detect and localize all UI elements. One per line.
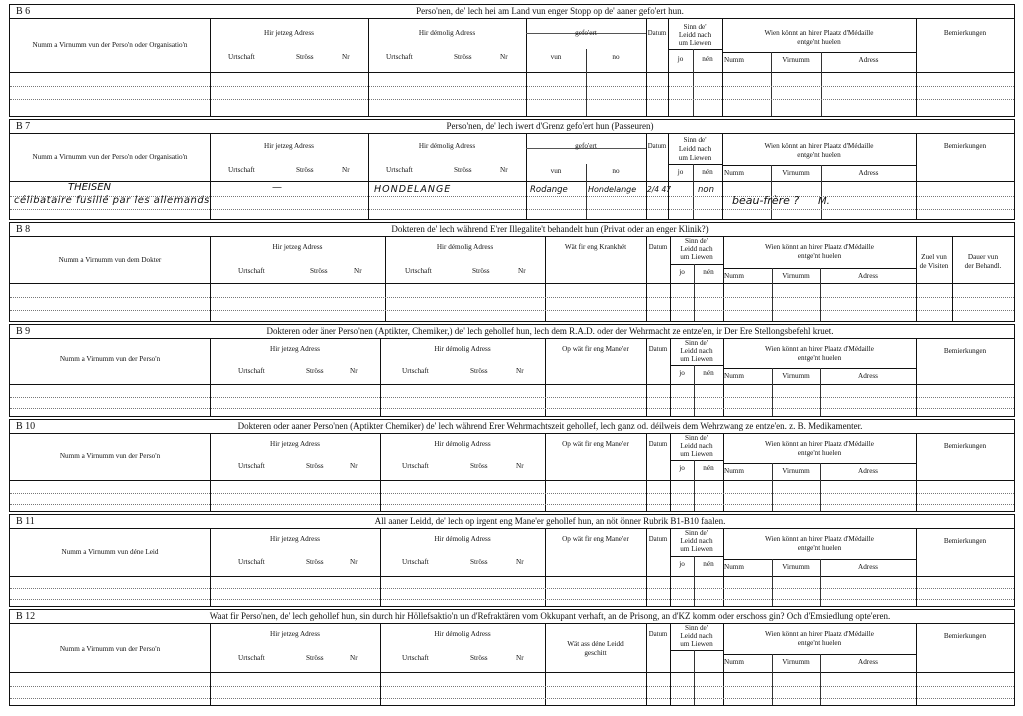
- current-address-label: Hir jetzeg Adress: [270, 345, 320, 353]
- address-label: Adress: [858, 372, 878, 380]
- yes-label: jo: [677, 168, 684, 176]
- alive-label: um Liewen: [678, 39, 712, 47]
- section-header: [10, 325, 1014, 339]
- led-label: gefo'ert: [575, 142, 597, 150]
- number-label: Nr: [350, 462, 358, 470]
- alive-label: Sinn de': [683, 136, 707, 144]
- number-label: Nr: [518, 267, 526, 275]
- section-code: B 11: [16, 516, 35, 527]
- number-label: Nr: [354, 267, 362, 275]
- handwritten-no-answer: non: [698, 185, 714, 195]
- medal-label: entge'nt huelen: [797, 639, 842, 647]
- section-b9: [9, 324, 1015, 417]
- remarks-label: Bemierkungen: [943, 537, 987, 545]
- alive-label: Sinn de': [684, 339, 709, 347]
- remarks-label: Bemierkungen: [943, 29, 987, 37]
- medal-label: entge'nt huelen: [797, 354, 842, 362]
- section-b6: [9, 4, 1015, 117]
- street-label: Ströss: [470, 558, 488, 566]
- locality-label: Urtschaft: [238, 558, 265, 566]
- date-label: Datum: [647, 143, 667, 150]
- street-label: Ströss: [472, 267, 490, 275]
- medal-label: Wien könnt an hirer Plaatz d'Médaille: [765, 535, 874, 543]
- alive-label: Sinn de': [684, 624, 709, 632]
- manner-label: Op wät fir eng Mane'er: [562, 440, 629, 448]
- name-label: Numm a Virnumm vun der Perso'n: [59, 452, 161, 460]
- manner-label: Op wät fir eng Mane'er: [562, 345, 629, 353]
- visits-label: Zuel vun: [921, 253, 947, 261]
- remarks-label: Bemierkungen: [943, 442, 987, 450]
- number-label: Nr: [516, 558, 524, 566]
- alive-label: Sinn de': [684, 529, 709, 537]
- locality-label: Urtschaft: [386, 53, 413, 61]
- last-name-label: Numm: [724, 467, 744, 475]
- address-label: Adress: [858, 169, 879, 177]
- handwritten-remark: M.: [818, 196, 830, 207]
- street-label: Ströss: [306, 654, 324, 662]
- locality-label: Urtschaft: [402, 462, 429, 470]
- alive-label: Sinn de': [684, 434, 709, 442]
- section-title: Dokteren oder äner Perso'nen (Aptikter, Chemiker,) de' lech gehollef hun, lech dem R.A.D. oder der Wehrmacht ze entze'en, ir Der Ere Stellongsbefehl kruet.: [266, 326, 834, 336]
- to-label: no: [612, 53, 620, 61]
- handwritten-note: célibataire fusillé par les allemands: [14, 195, 210, 206]
- current-address-label: Hir jetzeg Adress: [264, 142, 314, 150]
- treatment-duration-label: Dauer vun: [967, 253, 999, 261]
- street-label: Ströss: [470, 462, 488, 470]
- section-header: [10, 610, 1014, 624]
- handwritten-dash: —: [272, 182, 282, 193]
- name-label: Numm a Virnumm vun der Perso'n: [59, 645, 161, 653]
- current-address-label: Hir jetzeg Adress: [272, 243, 323, 251]
- last-name-label: Numm: [724, 169, 744, 177]
- former-address-label: Hir démolig Adress: [434, 345, 491, 353]
- section-b8: [9, 222, 1015, 322]
- medal-label: Wien könnt an hirer Plaatz d'Médaille: [764, 29, 874, 37]
- fate-label: geschitt: [584, 649, 607, 657]
- former-address-label: Hir démolig Adress: [434, 440, 491, 448]
- current-address-label: Hir jetzeg Adress: [270, 440, 320, 448]
- name-label: Numm a Virnumm vun dem Dokter: [58, 256, 162, 264]
- last-name-label: Numm: [724, 563, 744, 571]
- led-label: gefo'ert: [575, 29, 597, 37]
- handwritten-to: Hondelange: [588, 185, 637, 194]
- street-label: Ströss: [454, 166, 472, 174]
- section-b11: [9, 514, 1015, 607]
- street-label: Ströss: [306, 462, 324, 470]
- medal-label: Wien könnt an hirer Plaatz d'Médaille: [764, 142, 874, 150]
- address-label: Adress: [858, 467, 878, 475]
- locality-label: Urtschaft: [405, 267, 432, 275]
- from-label: vun: [550, 167, 562, 175]
- alive-label: um Liewen: [680, 545, 713, 553]
- section-code: B 7: [16, 121, 31, 132]
- handwritten-former-locality: HONDELANGE: [374, 184, 452, 195]
- locality-label: Urtschaft: [386, 166, 413, 174]
- number-label: Nr: [516, 654, 524, 662]
- section-title: Dokteren de' lech während E'rer Illegalite't behandelt hun (Privat oder an enger Klinik?): [391, 224, 709, 234]
- alive-label: Leidd nach: [680, 245, 713, 253]
- medal-label: Wien könnt an hirer Plaatz d'Médaille: [765, 630, 874, 638]
- section-code: B 12: [16, 611, 36, 622]
- medal-label: entge'nt huelen: [797, 449, 842, 457]
- last-name-label: Numm: [724, 56, 744, 64]
- number-label: Nr: [516, 367, 524, 375]
- last-name-label: Numm: [724, 658, 744, 666]
- alive-label: Leidd nach: [678, 31, 712, 39]
- number-label: Nr: [350, 654, 358, 662]
- section-title: Perso'nen, de' lech iwert d'Grenz gefo'ert hun (Passeuren): [446, 121, 654, 131]
- locality-label: Urtschaft: [402, 654, 429, 662]
- yes-label: jo: [679, 268, 685, 276]
- current-address-label: Hir jetzeg Adress: [270, 535, 320, 543]
- street-label: Ströss: [306, 367, 324, 375]
- date-label: Datum: [648, 441, 668, 448]
- locality-label: Urtschaft: [402, 367, 429, 375]
- section-title: Dokteren oder aaner Perso'nen (Aptikter Chemiker) de' lech während Erer Wehrmachtszeit gehollef, lech ganz od. déilweis dem Wehrzwang ze entze'en. z. B. Medikamenter.: [237, 421, 863, 431]
- last-name-label: Numm: [724, 372, 744, 380]
- medal-label: entge'nt huelen: [797, 38, 841, 46]
- address-label: Adress: [858, 272, 878, 280]
- yes-label: jo: [677, 55, 684, 63]
- locality-label: Urtschaft: [238, 462, 265, 470]
- first-name-label: Virnumm: [782, 658, 810, 666]
- first-name-label: Virnumm: [782, 563, 810, 571]
- section-header: [10, 120, 1014, 134]
- section-header: [10, 420, 1014, 434]
- section-code: B 8: [16, 224, 31, 235]
- former-address-label: Hir démolig Adress: [418, 29, 476, 37]
- remarks-label: Bemierkungen: [943, 347, 987, 355]
- current-address-label: Hir jetzeg Adress: [270, 630, 320, 638]
- street-label: Ströss: [470, 367, 488, 375]
- address-label: Adress: [858, 56, 879, 64]
- number-label: Nr: [350, 558, 358, 566]
- number-label: Nr: [516, 462, 524, 470]
- former-address-label: Hir démolig Adress: [418, 142, 476, 150]
- section-b12: [9, 609, 1015, 706]
- address-label: Adress: [858, 658, 878, 666]
- to-label: no: [612, 167, 620, 175]
- section-title: Perso'nen, de' lech hei am Land vun enger Stopp op de' aaner gefo'ert hun.: [416, 6, 684, 16]
- first-name-label: Virnumm: [782, 169, 810, 177]
- medal-label: Wien könnt an hirer Plaatz d'Médaille: [765, 440, 874, 448]
- handwritten-date: 2/4 47: [647, 185, 671, 194]
- name-label: Numm a Virnumm vun der Perso'n oder Organisatio'n: [32, 41, 188, 49]
- street-label: Ströss: [310, 267, 328, 275]
- no-label: nén: [702, 168, 713, 176]
- name-label: Numm a Virnumm vun der Perso'n oder Organisatio'n: [32, 153, 188, 161]
- date-label: Datum: [648, 631, 668, 638]
- remarks-label: Bemierkungen: [943, 142, 987, 150]
- number-label: Nr: [350, 367, 358, 375]
- alive-label: Sinn de': [683, 23, 707, 31]
- locality-label: Urtschaft: [402, 558, 429, 566]
- street-label: Ströss: [454, 53, 472, 61]
- medal-label: Wien könnt an hirer Plaatz d'Médaille: [765, 243, 874, 251]
- alive-label: Leidd nach: [680, 442, 713, 450]
- former-address-label: Hir démolig Adress: [434, 630, 491, 638]
- date-label: Datum: [648, 346, 668, 353]
- medal-label: Wien könnt an hirer Plaatz d'Médaille: [765, 345, 874, 353]
- first-name-label: Virnumm: [782, 372, 810, 380]
- date-label: Datum: [648, 536, 668, 543]
- handwritten-medal-recipient: beau-frère ?: [732, 194, 800, 207]
- section-title: All aaner Leidd, de' lech op irgent eng Mane'er gehollef hun, an nöt önner Rubrik B1-B10 faalen.: [374, 516, 726, 526]
- locality-label: Urtschaft: [238, 267, 265, 275]
- number-label: Nr: [342, 53, 350, 61]
- street-label: Ströss: [306, 558, 324, 566]
- number-label: Nr: [500, 166, 508, 174]
- first-name-label: Virnumm: [782, 467, 810, 475]
- last-name-label: Numm: [724, 272, 744, 280]
- former-address-label: Hir démolig Adress: [436, 243, 494, 251]
- section-header: [10, 5, 1014, 19]
- section-title: Waat fir Perso'nen, de' lech gehollef hun, sin durch hir Höllefsaktio'n un d'Refraktären vom Okkupant verhaft, an de Prisong, an d'KZ komm oder erschoss gin? Och d'Emsiedlung opte'eren.: [209, 611, 891, 621]
- alive-label: Leidd nach: [678, 145, 712, 153]
- handwritten-from: Rodange: [530, 185, 568, 195]
- section-b7: [9, 119, 1015, 220]
- current-address-label: Hir jetzeg Adress: [264, 29, 314, 37]
- street-label: Ströss: [296, 166, 314, 174]
- treatment-duration-label: der Behandl.: [964, 262, 1002, 270]
- name-label: Numm a Virnumm vun déne Leid: [61, 548, 159, 556]
- section-header: [10, 515, 1014, 529]
- locality-label: Urtschaft: [238, 367, 265, 375]
- name-label: Numm a Virnumm vun der Perso'n: [59, 355, 161, 363]
- alive-label: um Liewen: [678, 154, 712, 162]
- address-label: Adress: [858, 563, 878, 571]
- section-b10: [9, 419, 1015, 512]
- locality-label: Urtschaft: [228, 166, 255, 174]
- street-label: Ströss: [296, 53, 314, 61]
- former-address-label: Hir démolig Adress: [434, 535, 491, 543]
- medal-label: entge'nt huelen: [797, 252, 842, 260]
- alive-label: Leidd nach: [680, 537, 713, 545]
- alive-label: Leidd nach: [680, 632, 713, 640]
- from-label: vun: [550, 53, 562, 61]
- date-label: Datum: [647, 30, 667, 37]
- yes-label: jo: [679, 464, 685, 472]
- medal-label: entge'nt huelen: [797, 544, 842, 552]
- alive-label: Leidd nach: [680, 347, 713, 355]
- section-code: B 6: [16, 6, 31, 17]
- yes-label: jo: [679, 560, 685, 568]
- locality-label: Urtschaft: [238, 654, 265, 662]
- street-label: Ströss: [470, 654, 488, 662]
- section-header: [10, 223, 1014, 237]
- no-label: nén: [703, 369, 714, 377]
- locality-label: Urtschaft: [228, 53, 255, 61]
- alive-label: um Liewen: [680, 253, 713, 261]
- remarks-label: Bemierkungen: [943, 632, 987, 640]
- alive-label: um Liewen: [680, 640, 713, 648]
- handwritten-name: THEISEN: [68, 182, 112, 193]
- date-label: Datum: [648, 244, 668, 251]
- first-name-label: Virnumm: [782, 56, 810, 64]
- number-label: Nr: [500, 53, 508, 61]
- manner-label: Op wät fir eng Mane'er: [562, 535, 629, 543]
- no-label: nén: [702, 55, 713, 63]
- section-code: B 10: [16, 421, 36, 432]
- no-label: nén: [703, 464, 714, 472]
- alive-label: Sinn de': [684, 237, 709, 245]
- alive-label: um Liewen: [680, 450, 713, 458]
- yes-label: jo: [679, 369, 685, 377]
- alive-label: um Liewen: [680, 355, 713, 363]
- first-name-label: Virnumm: [782, 272, 810, 280]
- number-label: Nr: [342, 166, 350, 174]
- visits-label: de Visiten: [919, 262, 949, 270]
- illness-label: Wät fir eng Krankhét: [564, 243, 627, 251]
- no-label: nén: [703, 560, 714, 568]
- section-code: B 9: [16, 326, 31, 337]
- medal-label: entge'nt huelen: [797, 151, 841, 159]
- fate-label: Wät ass déne Leidd: [567, 640, 624, 648]
- no-label: nén: [703, 268, 714, 276]
